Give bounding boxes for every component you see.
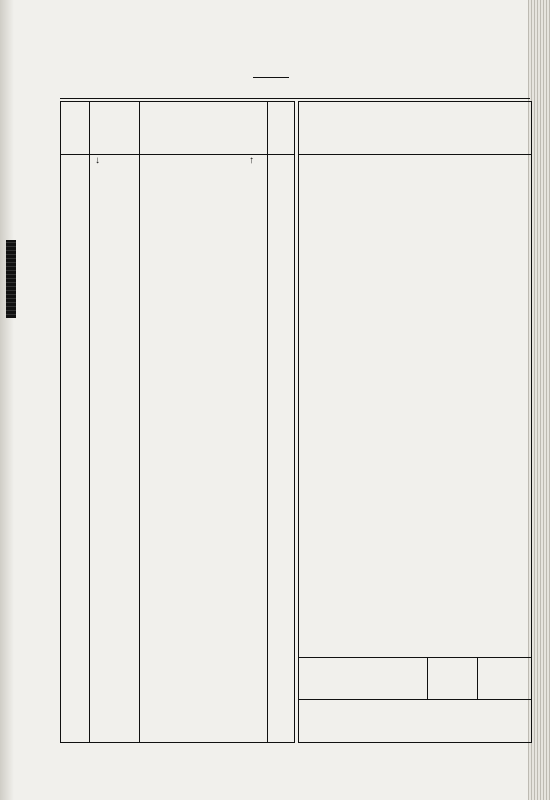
column-divider: [139, 102, 140, 742]
thumb-index-tab: [6, 240, 16, 318]
down-arrow-icon: ↓: [95, 155, 100, 166]
service-table-head-grille: [477, 658, 531, 699]
service-table-head-exploit: [427, 658, 478, 699]
column-divider: [89, 102, 90, 742]
timetable-box: [60, 101, 295, 743]
service-table: [299, 657, 531, 743]
route-title-dash: [253, 77, 289, 78]
service-table-head-service: [299, 658, 428, 699]
up-arrow-icon: ↑: [249, 155, 254, 166]
services-box: [298, 101, 532, 743]
service-table-rule: [299, 699, 531, 700]
column-divider: [267, 102, 268, 742]
reservation-legend: [60, 741, 293, 769]
services-header: [299, 102, 531, 155]
header-rule: [60, 98, 530, 99]
page-gutter-shade: [0, 0, 14, 800]
